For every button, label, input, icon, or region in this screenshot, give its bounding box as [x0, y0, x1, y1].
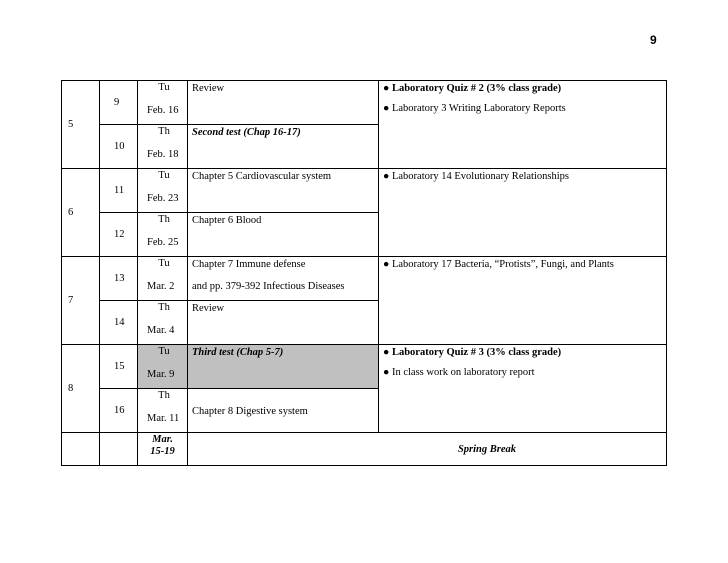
- day-of-week: Th: [158, 390, 170, 401]
- class-day: [138, 257, 188, 301]
- class-number: 10: [100, 125, 138, 169]
- day-of-week: Th: [158, 214, 170, 225]
- day-of-week: Tu: [158, 258, 170, 269]
- break-dates-line: Mar.: [152, 434, 173, 445]
- class-topic: [188, 257, 379, 301]
- class-topic: Chapter 5 Cardiovascular system: [188, 169, 379, 213]
- class-day: [138, 169, 188, 213]
- lab-item: ● Laboratory 14 Evolutionary Relationships: [383, 171, 569, 182]
- day-of-week: Th: [158, 126, 170, 137]
- table-row: [62, 433, 667, 466]
- class-day: [138, 389, 188, 433]
- class-number: 14: [100, 301, 138, 345]
- class-topic: Chapter 8 Digestive system: [188, 389, 379, 433]
- class-number: 16: [100, 389, 138, 433]
- class-topic: Second test (Chap 16-17): [188, 125, 379, 169]
- topic-line: Chapter 7 Immune defense: [192, 259, 306, 270]
- class-date: Mar. 4: [147, 325, 175, 336]
- class-topic: Third test (Chap 5-7): [188, 345, 379, 389]
- class-date: Mar. 2: [147, 281, 175, 292]
- table-row: [62, 169, 667, 213]
- class-day: [138, 81, 188, 125]
- lab-cell: [379, 257, 667, 345]
- class-number: 15: [100, 345, 138, 389]
- page-number: 9: [650, 33, 657, 47]
- week-number: 5: [62, 81, 100, 169]
- empty-cell: [62, 433, 100, 466]
- class-day: [138, 301, 188, 345]
- day-of-week: Tu: [158, 346, 170, 357]
- spring-break-label: Spring Break: [188, 433, 667, 466]
- class-day: [138, 125, 188, 169]
- day-of-week: Tu: [158, 170, 170, 181]
- class-day: [138, 213, 188, 257]
- break-dates: [138, 433, 188, 466]
- break-dates-line: 15-19: [150, 446, 175, 457]
- week-number: 6: [62, 169, 100, 257]
- day-of-week: Th: [158, 302, 170, 313]
- class-date: Mar. 9: [147, 369, 175, 380]
- lab-item: ● Laboratory Quiz # 3 (3% class grade): [383, 347, 562, 358]
- lab-item: ● Laboratory 3 Writing Laboratory Reports: [383, 103, 566, 114]
- lab-item: ● Laboratory Quiz # 2 (3% class grade): [383, 83, 562, 94]
- lab-cell: [379, 169, 667, 257]
- empty-cell: [100, 433, 138, 466]
- week-number: 8: [62, 345, 100, 433]
- day-of-week: Tu: [158, 82, 170, 93]
- lab-cell: [379, 345, 667, 433]
- lab-cell: [379, 81, 667, 169]
- class-date: Feb. 23: [147, 193, 179, 204]
- class-date: Feb. 16: [147, 105, 179, 116]
- class-number: 11: [100, 169, 138, 213]
- schedule-table: [61, 80, 667, 466]
- class-topic: Chapter 6 Blood: [188, 213, 379, 257]
- class-number: 12: [100, 213, 138, 257]
- lab-item: ● In class work on laboratory report: [383, 367, 535, 378]
- week-number: 7: [62, 257, 100, 345]
- topic-line: and pp. 379-392 Infectious Diseases: [192, 281, 345, 292]
- table-row: [62, 81, 667, 125]
- class-day: [138, 345, 188, 389]
- lab-item: ● Laboratory 17 Bacteria, “Protists”, Fungi, and Plants: [383, 259, 614, 270]
- class-topic: Review: [188, 301, 379, 345]
- class-date: Feb. 18: [147, 149, 179, 160]
- class-date: Feb. 25: [147, 237, 179, 248]
- class-number: 13: [100, 257, 138, 301]
- class-number: 9: [100, 81, 138, 125]
- table-row: [62, 257, 667, 301]
- class-date: Mar. 11: [147, 413, 180, 424]
- table-row: [62, 345, 667, 389]
- class-topic: Review: [188, 81, 379, 125]
